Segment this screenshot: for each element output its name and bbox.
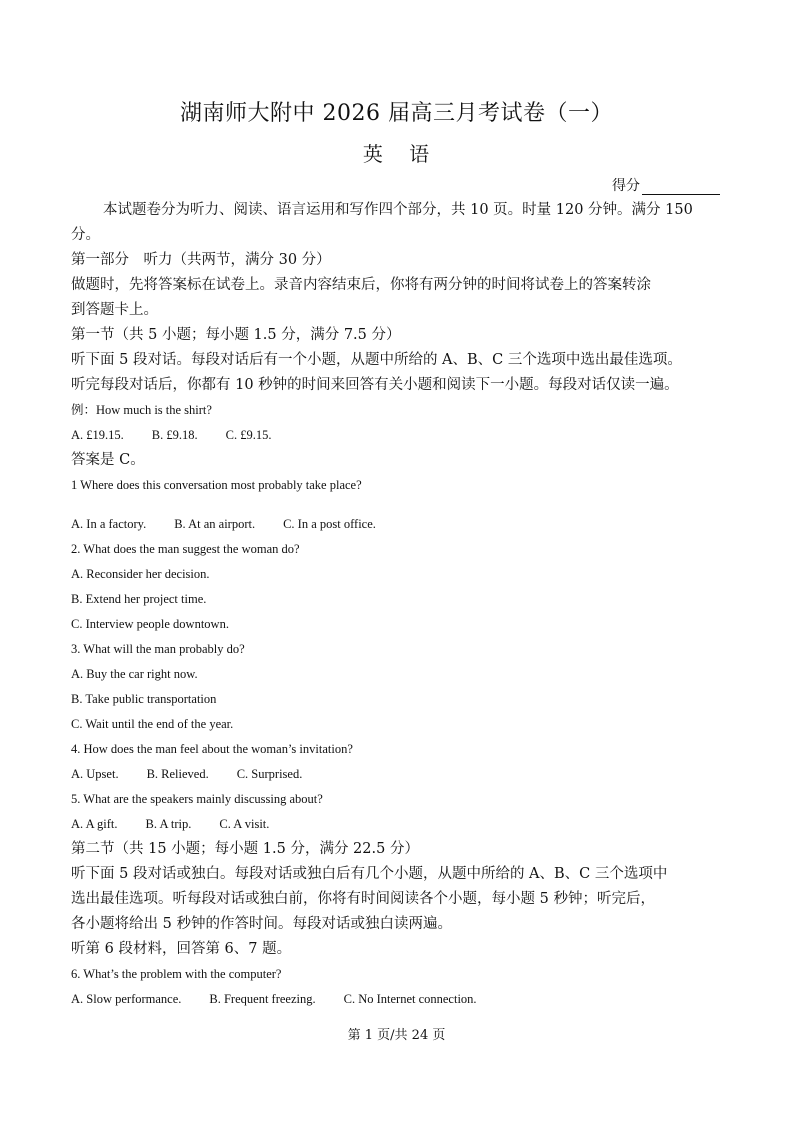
exam-body bbox=[71, 198, 728, 1012]
example-options bbox=[71, 423, 728, 448]
q5-option-c: C. A visit. bbox=[219, 817, 270, 831]
exam-subject: 英 语 bbox=[362, 142, 431, 166]
question-6-options bbox=[71, 987, 728, 1012]
question-1: 1 Where does this conversation most probably take place? bbox=[71, 478, 362, 492]
section2-instruction-2: 选出最佳选项。听每段对话或独白前，你将有时间阅读各个小题，每小题 5 秒钟；听完后， bbox=[71, 891, 655, 907]
q4-option-a: A. Upset. bbox=[71, 767, 119, 781]
score-blank bbox=[642, 180, 720, 195]
part1-instruction-2: 到答题卡上。 bbox=[71, 302, 158, 318]
q1-option-a: A. In a factory. bbox=[71, 517, 147, 531]
q2-option-c: C. Interview people downtown. bbox=[71, 617, 229, 631]
q5-option-b: B. A trip. bbox=[145, 817, 192, 831]
q6-option-b: B. Frequent freezing. bbox=[209, 992, 316, 1006]
score-label: 得分 bbox=[612, 178, 640, 194]
example-option-b: B. £9.18. bbox=[151, 428, 198, 442]
intro-line-2: 分。 bbox=[71, 227, 100, 243]
example-option-c: C. £9.15. bbox=[225, 428, 272, 442]
question-4-options bbox=[71, 762, 728, 787]
question-1-options bbox=[71, 512, 728, 537]
q1-option-c: C. In a post office. bbox=[283, 517, 376, 531]
question-5-options bbox=[71, 812, 728, 837]
section2-instruction-1: 听下面 5 段对话或独白。每段对话或独白后有几个小题，从题中所给的 A、B、C 三个选项中 bbox=[71, 866, 668, 882]
part1-instruction-1: 做题时，先将答案标在试卷上。录音内容结束后，你将有两分钟的时间将试卷上的答案转涂 bbox=[71, 277, 651, 293]
score-field bbox=[612, 175, 720, 195]
question-6: 6. What’s the problem with the computer? bbox=[71, 967, 282, 981]
section1-instruction-2: 听完每段对话后，你都有 10 秒钟的时间来回答有关小题和阅读下一小题。每段对话仅读一遍。 bbox=[71, 377, 679, 393]
example-option-a: A. £19.15. bbox=[71, 428, 124, 442]
q1-option-b: B. At an airport. bbox=[174, 517, 256, 531]
section1-heading: 第一节（共 5 小题；每小题 1.5 分，满分 7.5 分） bbox=[71, 327, 401, 343]
section1-instruction-1: 听下面 5 段对话。每段对话后有一个小题，从题中所给的 A、B、C 三个选项中选出最佳选项。 bbox=[71, 352, 682, 368]
q6-option-c: C. No Internet connection. bbox=[343, 992, 477, 1006]
q3-option-b: B. Take public transportation bbox=[71, 692, 217, 706]
q2-option-b: B. Extend her project time. bbox=[71, 592, 207, 606]
example-answer: 答案是 C。 bbox=[71, 452, 145, 468]
q2-option-a: A. Reconsider her decision. bbox=[71, 567, 210, 581]
example-question: 例：How much is the shirt? bbox=[71, 403, 212, 417]
exam-title: 湖南师大附中 2026 届高三月考试卷（一） bbox=[180, 101, 613, 126]
page-number: 第 1 页/共 24 页 bbox=[347, 1028, 446, 1043]
q6-option-a: A. Slow performance. bbox=[71, 992, 182, 1006]
section2-heading: 第二节（共 15 小题；每小题 1.5 分，满分 22.5 分） bbox=[71, 841, 419, 857]
q5-option-a: A. A gift. bbox=[71, 817, 118, 831]
q3-option-c: C. Wait until the end of the year. bbox=[71, 717, 234, 731]
question-5: 5. What are the speakers mainly discussing about? bbox=[71, 792, 323, 806]
question-4: 4. How does the man feel about the woman’s invitation? bbox=[71, 742, 353, 756]
section2-instruction-3: 各小题将给出 5 秒钟的作答时间。每段对话或独白读两遍。 bbox=[71, 916, 452, 932]
q4-option-c: C. Surprised. bbox=[236, 767, 303, 781]
intro-line-1: 本试题卷分为听力、阅读、语言运用和写作四个部分，共 10 页。时量 120 分钟。满分 150 bbox=[103, 202, 693, 218]
q4-option-b: B. Relieved. bbox=[146, 767, 209, 781]
part1-heading: 第一部分 听力（共两节，满分 30 分） bbox=[71, 252, 331, 268]
question-3: 3. What will the man probably do? bbox=[71, 642, 245, 656]
material-6-note: 听第 6 段材料，回答第 6、7 题。 bbox=[71, 941, 292, 957]
question-2: 2. What does the man suggest the woman do? bbox=[71, 542, 300, 556]
q3-option-a: A. Buy the car right now. bbox=[71, 667, 198, 681]
